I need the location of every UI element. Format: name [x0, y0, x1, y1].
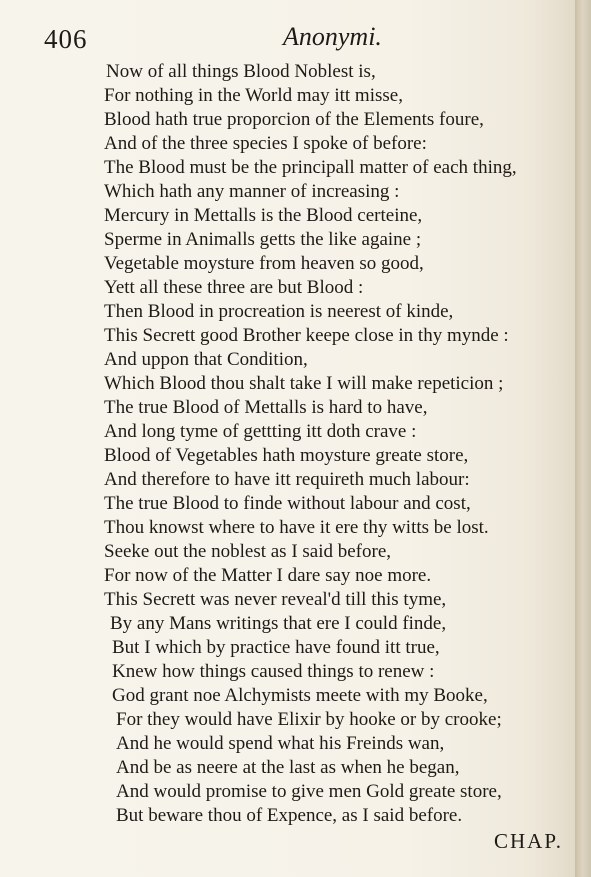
poem-line: This Secrett good Brother keepe close in thy mynde :: [104, 325, 509, 346]
poem-line: For now of the Matter I dare say noe more.: [104, 565, 432, 586]
poem-line: But I which by practice have found itt true,: [112, 637, 440, 658]
poem-line: But beware thou of Expence, as I said before.: [116, 805, 463, 826]
page-edge: [575, 0, 591, 877]
poem-line: Knew how things caused things to renew :: [112, 661, 435, 682]
poem-line: Now of all things Blood Noblest is,: [106, 61, 376, 82]
poem-line: For they would have Elixir by hooke or by crooke;: [116, 709, 502, 730]
poem-line: Blood of Vegetables hath moysture greate store,: [104, 445, 469, 466]
page-number: 406: [44, 24, 88, 54]
poem-line: And uppon that Condition,: [104, 349, 308, 370]
poem-line: God grant noe Alchymists meete with my Booke,: [112, 685, 488, 706]
poem-line: Yett all these three are but Blood :: [104, 277, 364, 298]
poem-line: This Secrett was never reveal'd till this tyme,: [104, 589, 447, 610]
poem-line: Vegetable moysture from heaven so good,: [104, 253, 424, 274]
poem-line: The true Blood of Mettalls is hard to have,: [104, 397, 428, 418]
poem-line: Then Blood in procreation is neerest of kinde,: [104, 301, 454, 322]
poem-line: Sperme in Animalls getts the like againe ;: [104, 229, 422, 250]
poem-line: Blood hath true proporcion of the Elements foure,: [104, 109, 484, 130]
catchword: CHAP.: [494, 829, 563, 853]
poem-line: And would promise to give men Gold greate store,: [116, 781, 502, 802]
poem-line: And he would spend what his Freinds wan,: [116, 733, 445, 754]
poem-line: The Blood must be the principall matter of each thing,: [104, 157, 517, 178]
poem-line: Mercury in Mettalls is the Blood certeine,: [104, 205, 423, 226]
poem-line: And be as neere at the last as when he began,: [116, 757, 460, 778]
poem-line: For nothing in the World may itt misse,: [104, 85, 403, 106]
poem-line: Seeke out the noblest as I said before,: [104, 541, 392, 562]
poem-line: By any Mans writings that ere I could finde,: [110, 613, 447, 634]
running-head: Anonymi.: [283, 22, 382, 51]
poem-line: And long tyme of gettting itt doth crave :: [104, 421, 417, 442]
poem-line: The true Blood to finde without labour and cost,: [104, 493, 471, 514]
poem-line: Which hath any manner of increasing :: [104, 181, 400, 202]
poem-line: Which Blood thou shalt take I will make repeticion ;: [104, 373, 504, 394]
poem-line: Thou knowst where to have it ere thy witts be lost.: [104, 517, 489, 538]
poem-line: And therefore to have itt requireth much labour:: [104, 469, 470, 490]
poem-line: And of the three species I spoke of before:: [104, 133, 427, 154]
